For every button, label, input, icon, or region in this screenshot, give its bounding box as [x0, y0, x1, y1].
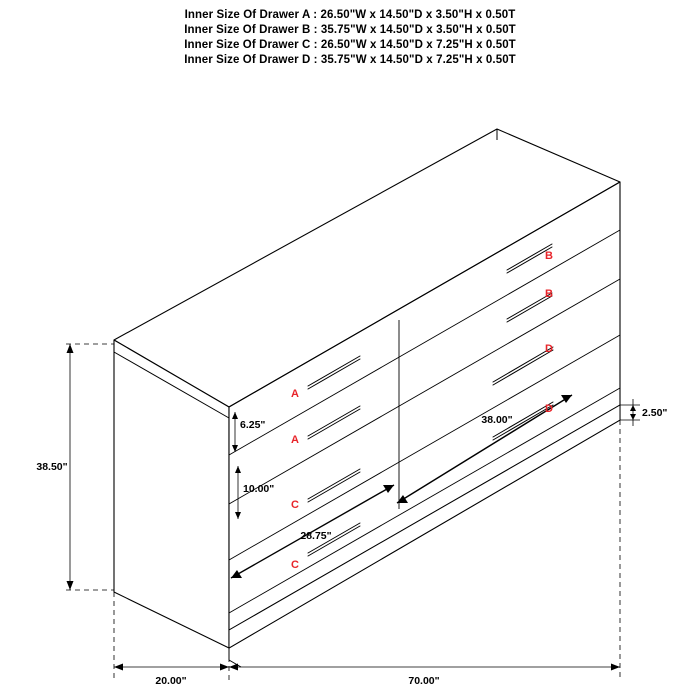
dimension-plinth-height [620, 399, 640, 426]
spec-line-a: Inner Size Of Drawer A : 26.50"W x 14.50"D x 3.50"H x 0.50T [184, 9, 516, 21]
drawer-label-d2: D [545, 403, 553, 415]
label-plinth-height: 2.50" [642, 407, 668, 419]
label-drawer-large-height: 10.00" [243, 483, 275, 495]
label-width: 70.00" [408, 675, 440, 687]
drawer-label-b2: B [545, 288, 553, 300]
label-top-drawer-width: 38.00" [481, 414, 513, 426]
cabinet-body [114, 129, 620, 648]
drawer-label-d1: D [545, 343, 553, 355]
drawer-label-a2: A [291, 434, 299, 446]
drawer-label-c1: C [291, 499, 299, 511]
drawer-label-c2: C [291, 559, 299, 571]
dimension-overall-height [66, 344, 114, 590]
spec-line-c: Inner Size Of Drawer C : 26.50"W x 14.50"D x 7.25"H x 0.50T [184, 39, 516, 51]
drawer-label-b1: B [545, 250, 553, 262]
spec-line-b: Inner Size Of Drawer B : 35.75"W x 14.50"D x 3.50"H x 0.50T [184, 24, 516, 36]
label-drawer-small-height: 6.25" [240, 419, 266, 431]
label-bottom-drawer-width: 28.75" [300, 530, 332, 542]
label-overall-height: 38.50" [36, 461, 68, 473]
spec-line-d: Inner Size Of Drawer D : 35.75"W x 14.50"D x 7.25"H x 0.50T [184, 54, 516, 66]
drawer-label-a1: A [291, 388, 299, 400]
label-depth: 20.00" [155, 675, 187, 687]
